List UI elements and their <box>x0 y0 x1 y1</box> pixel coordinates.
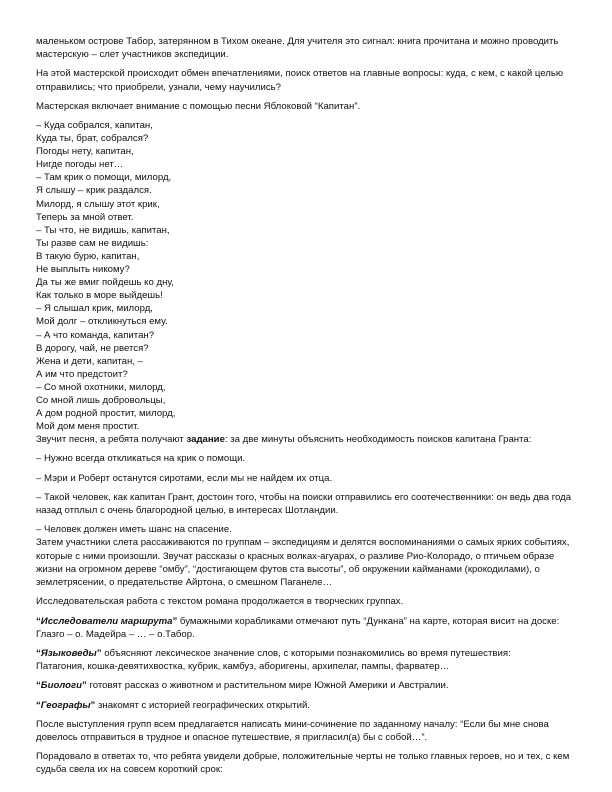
poem-line: Ты разве сам не видишь: <box>36 237 149 249</box>
vocabulary-list: Патагония, кошка-девятихвостка, кубрик, камбуз, аборигены, архипелаг, пампы, фарватер… <box>36 661 450 673</box>
group-linguists: “Языковеды” объясняют лексическое значение слов, с которыми познакомились во время путешествия: Патагония, кошка-девятихвостка, кубрик, камбуз, аборигены, архипелаг, пампы, фарватер… <box>36 647 511 673</box>
poem-line: Погоды нету, капитан, <box>36 146 134 158</box>
poem-line: Мой долг – откликнуться ему. <box>36 316 168 328</box>
poem-line: В такую бурю, капитан, <box>36 250 140 262</box>
poem-line: Со мной лишь добровольцы, <box>36 394 166 406</box>
poem-line: – Там крик о помощи, милорд, <box>36 172 172 184</box>
task-rest-text: : за две минуты объяснить необходимость поисков капитана Гранта: <box>224 434 532 446</box>
group-name: Биологи <box>40 680 82 692</box>
poem-line: – А что команда, капитан? <box>36 329 155 341</box>
group-name: Исследователи маршрута <box>40 615 173 627</box>
paragraph-task <box>36 433 582 446</box>
poem-line: Мой дом меня простит. <box>36 421 140 433</box>
task-lead-text: Звучит песня, а ребята получают <box>36 434 187 446</box>
poem-line: – Со мной охотники, милорд, <box>36 381 166 393</box>
poem-line: Милорд, я слышу этот крик, <box>36 198 160 210</box>
paragraph-research: Исследовательская работа с текстом романа продолжается в творческих группах. <box>36 596 404 608</box>
poem-line: А дом родной простит, милорд, <box>36 408 176 420</box>
poem-line: Куда ты, брат, собрался? <box>36 133 149 145</box>
group-description: готовят рассказ о животном и растительном мире Южной Америки и Австралии. <box>86 680 449 692</box>
poem-line: А им что предстоит? <box>36 368 128 380</box>
answer-item: – Человек должен иметь шанс на спасение. <box>36 524 232 536</box>
poem-line: – Ты что, не видишь, капитан, <box>36 224 170 236</box>
paragraph-intro: маленьком острове Табор, затерянном в Тихом океане. Для учителя это сигнал: книга прочитана и можно проводить мастерскую – слет участников экспедиции. <box>36 36 559 61</box>
group-geographers: “Географы” знакомят с историей географических открытий. <box>36 699 311 711</box>
poem-line: Как только в море выйдешь! <box>36 290 163 302</box>
group-route-researchers: “Исследователи маршрута” бумажными корабликами отмечают путь “Дункана” на карте, которая висит на доске: Глазго – о. Мадейра – … – о.Табор. <box>36 615 560 640</box>
poem-line: Теперь за мной ответ. <box>36 211 134 223</box>
task-keyword: задание <box>186 434 225 446</box>
poem-line: В дорогу, чай, не рвется? <box>36 342 149 354</box>
poem <box>36 119 582 433</box>
paragraph-song: Мастерская включает внимание с помощью песни Яблоковой “Капитан”. <box>36 100 361 112</box>
poem-line: – Я слышал крик, милорд, <box>36 303 153 315</box>
poem-line: Да ты же вмиг пойдешь ко дну, <box>36 277 174 289</box>
group-name: Географы <box>40 699 91 711</box>
group-description: бумажными корабликами отмечают путь “Дункана” на карте, которая висит на доске: Глазго – о. Мадейра – … – о.Табор. <box>36 615 560 640</box>
paragraph-groups: Затем участники слета рассаживаются по группам – экспедициям и делятся воспоминаниями о самых ярких событиях, которые с ними произошли. Звучат рассказы о красных волках-агуарах, о разливе Рио-Колорадо, о птичьем образе жизни на огромном дереве “омбу”, “достигающем футов ста высоты”, об окружении кайманами (крокодилами), о землетрясении, о предательстве Айртона, о смешном Паганеле… <box>36 537 570 589</box>
answer-item: – Такой человек, как капитан Грант, достоин того, чтобы на поиски отправились его соотечественники: он ведь два года назад отплыл с очень благородной целью, в интересах Шотландии. <box>36 491 572 517</box>
poem-line: Я слышу – крик раздался. <box>36 185 152 197</box>
answer-item: – Мэри и Роберт останутся сиротами, если мы не найдем их отца. <box>36 472 333 484</box>
poem-line: Нигде погоды нет… <box>36 159 124 171</box>
group-name: Языковеды <box>40 647 97 659</box>
group-biologists: “Биологи” готовят рассказ о животном и растительном мире Южной Америки и Австралии. <box>36 680 449 692</box>
group-description: знакомят с историей географических открытий. <box>95 699 311 711</box>
answer-item: – Нужно всегда откликаться на крик о помощи. <box>36 453 246 465</box>
group-description: объясняют лексическое значение слов, с которыми познакомились во время путешествия: <box>101 647 511 659</box>
paragraph-workshop: На этой мастерской происходит обмен впечатлениями, поиск ответов на главные вопросы: куда, с кем, с какой целью отправились; что приобрели, узнали, чему научились? <box>36 68 564 93</box>
paragraph-conclusion: Порадовало в ответах то, что ребята увидели добрые, положительные черты не только главных героев, но и тех, с кем судьба свела их на совсем короткий срок: <box>36 751 570 776</box>
poem-line: Не выплыть никому? <box>36 264 130 276</box>
poem-line: Жена и дети, капитан, – <box>36 355 143 367</box>
poem-line: – Куда собрался, капитан, <box>36 120 153 132</box>
paragraph-essay: После выступления групп всем предлагается написать мини-сочинение по заданному началу: “Если бы мне снова довелось отправиться в трудное и опасное путешествие, я пригласил(а) бы с собой…”. <box>36 718 549 743</box>
